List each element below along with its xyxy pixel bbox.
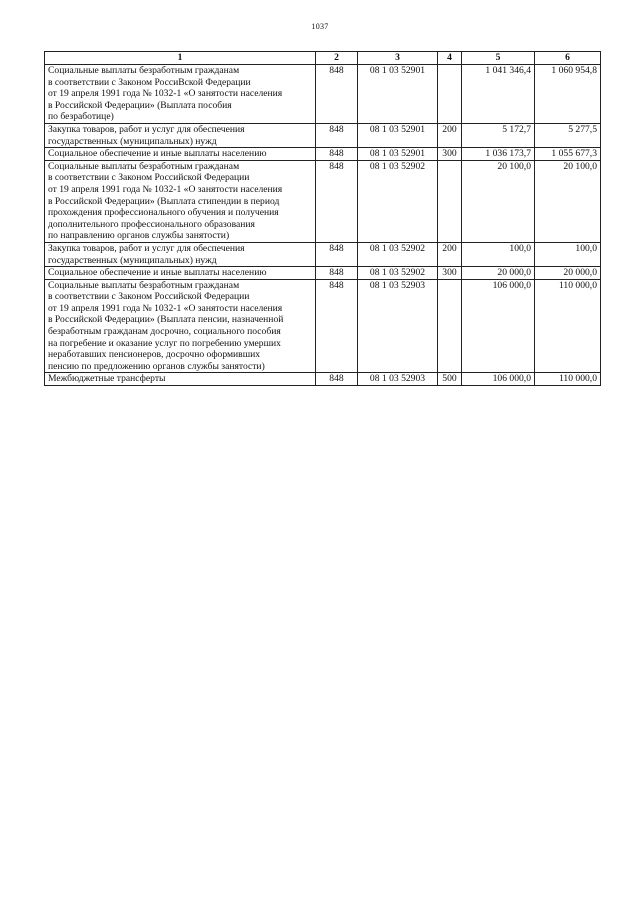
header-col-2: 2 [316,52,358,65]
row-name: Закупка товаров, работ и услуг для обеспечения государственных (муниципальных) нужд [45,242,316,266]
row-gr-code: 848 [316,242,358,266]
table-header-row [45,52,601,65]
table-row [45,242,601,266]
row-amount-col6: 5 277,5 [535,123,601,147]
row-name: Социальное обеспечение и иные выплаты населению [45,148,316,161]
row-amount-col6: 1 055 677,3 [535,148,601,161]
row-expense-type: 300 [438,267,462,280]
header-col-4: 4 [438,52,462,65]
row-expense-type: 300 [438,148,462,161]
budget-table [44,51,601,386]
row-name: Закупка товаров, работ и услуг для обеспечения государственных (муниципальных) нужд [45,123,316,147]
row-target-code: 08 1 03 52902 [358,267,438,280]
row-amount-col6: 100,0 [535,242,601,266]
header-col-3: 3 [358,52,438,65]
row-amount-col6: 20 000,0 [535,267,601,280]
header-col-5: 5 [462,52,535,65]
row-expense-type [438,65,462,124]
row-name: Межбюджетные трансферты [45,373,316,386]
table-row [45,160,601,242]
row-expense-type: 200 [438,242,462,266]
row-target-code: 08 1 03 52903 [358,373,438,386]
row-amount-col5: 106 000,0 [462,373,535,386]
row-amount-col5: 106 000,0 [462,279,535,373]
table-row [45,65,601,124]
row-amount-col5: 5 172,7 [462,123,535,147]
row-amount-col5: 1 036 173,7 [462,148,535,161]
row-name: Социальное обеспечение и иные выплаты населению [45,267,316,280]
row-gr-code: 848 [316,123,358,147]
row-gr-code: 848 [316,160,358,242]
row-gr-code: 848 [316,279,358,373]
row-amount-col6: 110 000,0 [535,373,601,386]
row-name: Социальные выплаты безработным гражданам в соответствии с Законом Российской Федерации от 19 апреля 1991 года № 1032-1 «О занятости населения в Российской Федерации» (Выплата стипендии в период прохождения профессионального обучения и получения дополнительного профессионального образования по направлению органов службы занятости) [45,160,316,242]
row-target-code: 08 1 03 52902 [358,242,438,266]
row-expense-type [438,279,462,373]
row-gr-code: 848 [316,373,358,386]
row-target-code: 08 1 03 52901 [358,123,438,147]
row-amount-col5: 100,0 [462,242,535,266]
row-target-code: 08 1 03 52901 [358,148,438,161]
row-amount-col5: 20 100,0 [462,160,535,242]
row-expense-type: 500 [438,373,462,386]
row-amount-col5: 1 041 346,4 [462,65,535,124]
table-row [45,123,601,147]
header-col-1: 1 [45,52,316,65]
table-row [45,148,601,161]
row-expense-type: 200 [438,123,462,147]
row-target-code: 08 1 03 52903 [358,279,438,373]
page-number: 1037 [311,22,329,31]
row-name: Социальные выплаты безработным гражданам в соответствии с Законом Российской Федерации от 19 апреля 1991 года № 1032-1 «О занятости населения в Российской Федерации» (Выплата пенсии, назначенной безработным гражданам досрочно, социального пособия на погребение и оказание услуг по погребению умерших неработавших пенсионеров, досрочно оформивших пенсию по предложению органов службы занятости) [45,279,316,373]
row-amount-col6: 20 100,0 [535,160,601,242]
row-target-code: 08 1 03 52902 [358,160,438,242]
table-row [45,373,601,386]
row-amount-col5: 20 000,0 [462,267,535,280]
row-amount-col6: 1 060 954,8 [535,65,601,124]
row-gr-code: 848 [316,148,358,161]
row-name: Социальные выплаты безработным гражданам в соответствии с Законом РоссиВской Федерации от 19 апреля 1991 года № 1032-1 «О занятости населения в Российской Федерации» (Выплата пособия по безработице) [45,65,316,124]
header-col-6: 6 [535,52,601,65]
row-gr-code: 848 [316,65,358,124]
row-gr-code: 848 [316,267,358,280]
row-target-code: 08 1 03 52901 [358,65,438,124]
row-amount-col6: 110 000,0 [535,279,601,373]
row-expense-type [438,160,462,242]
table-row [45,279,601,373]
table-row [45,267,601,280]
